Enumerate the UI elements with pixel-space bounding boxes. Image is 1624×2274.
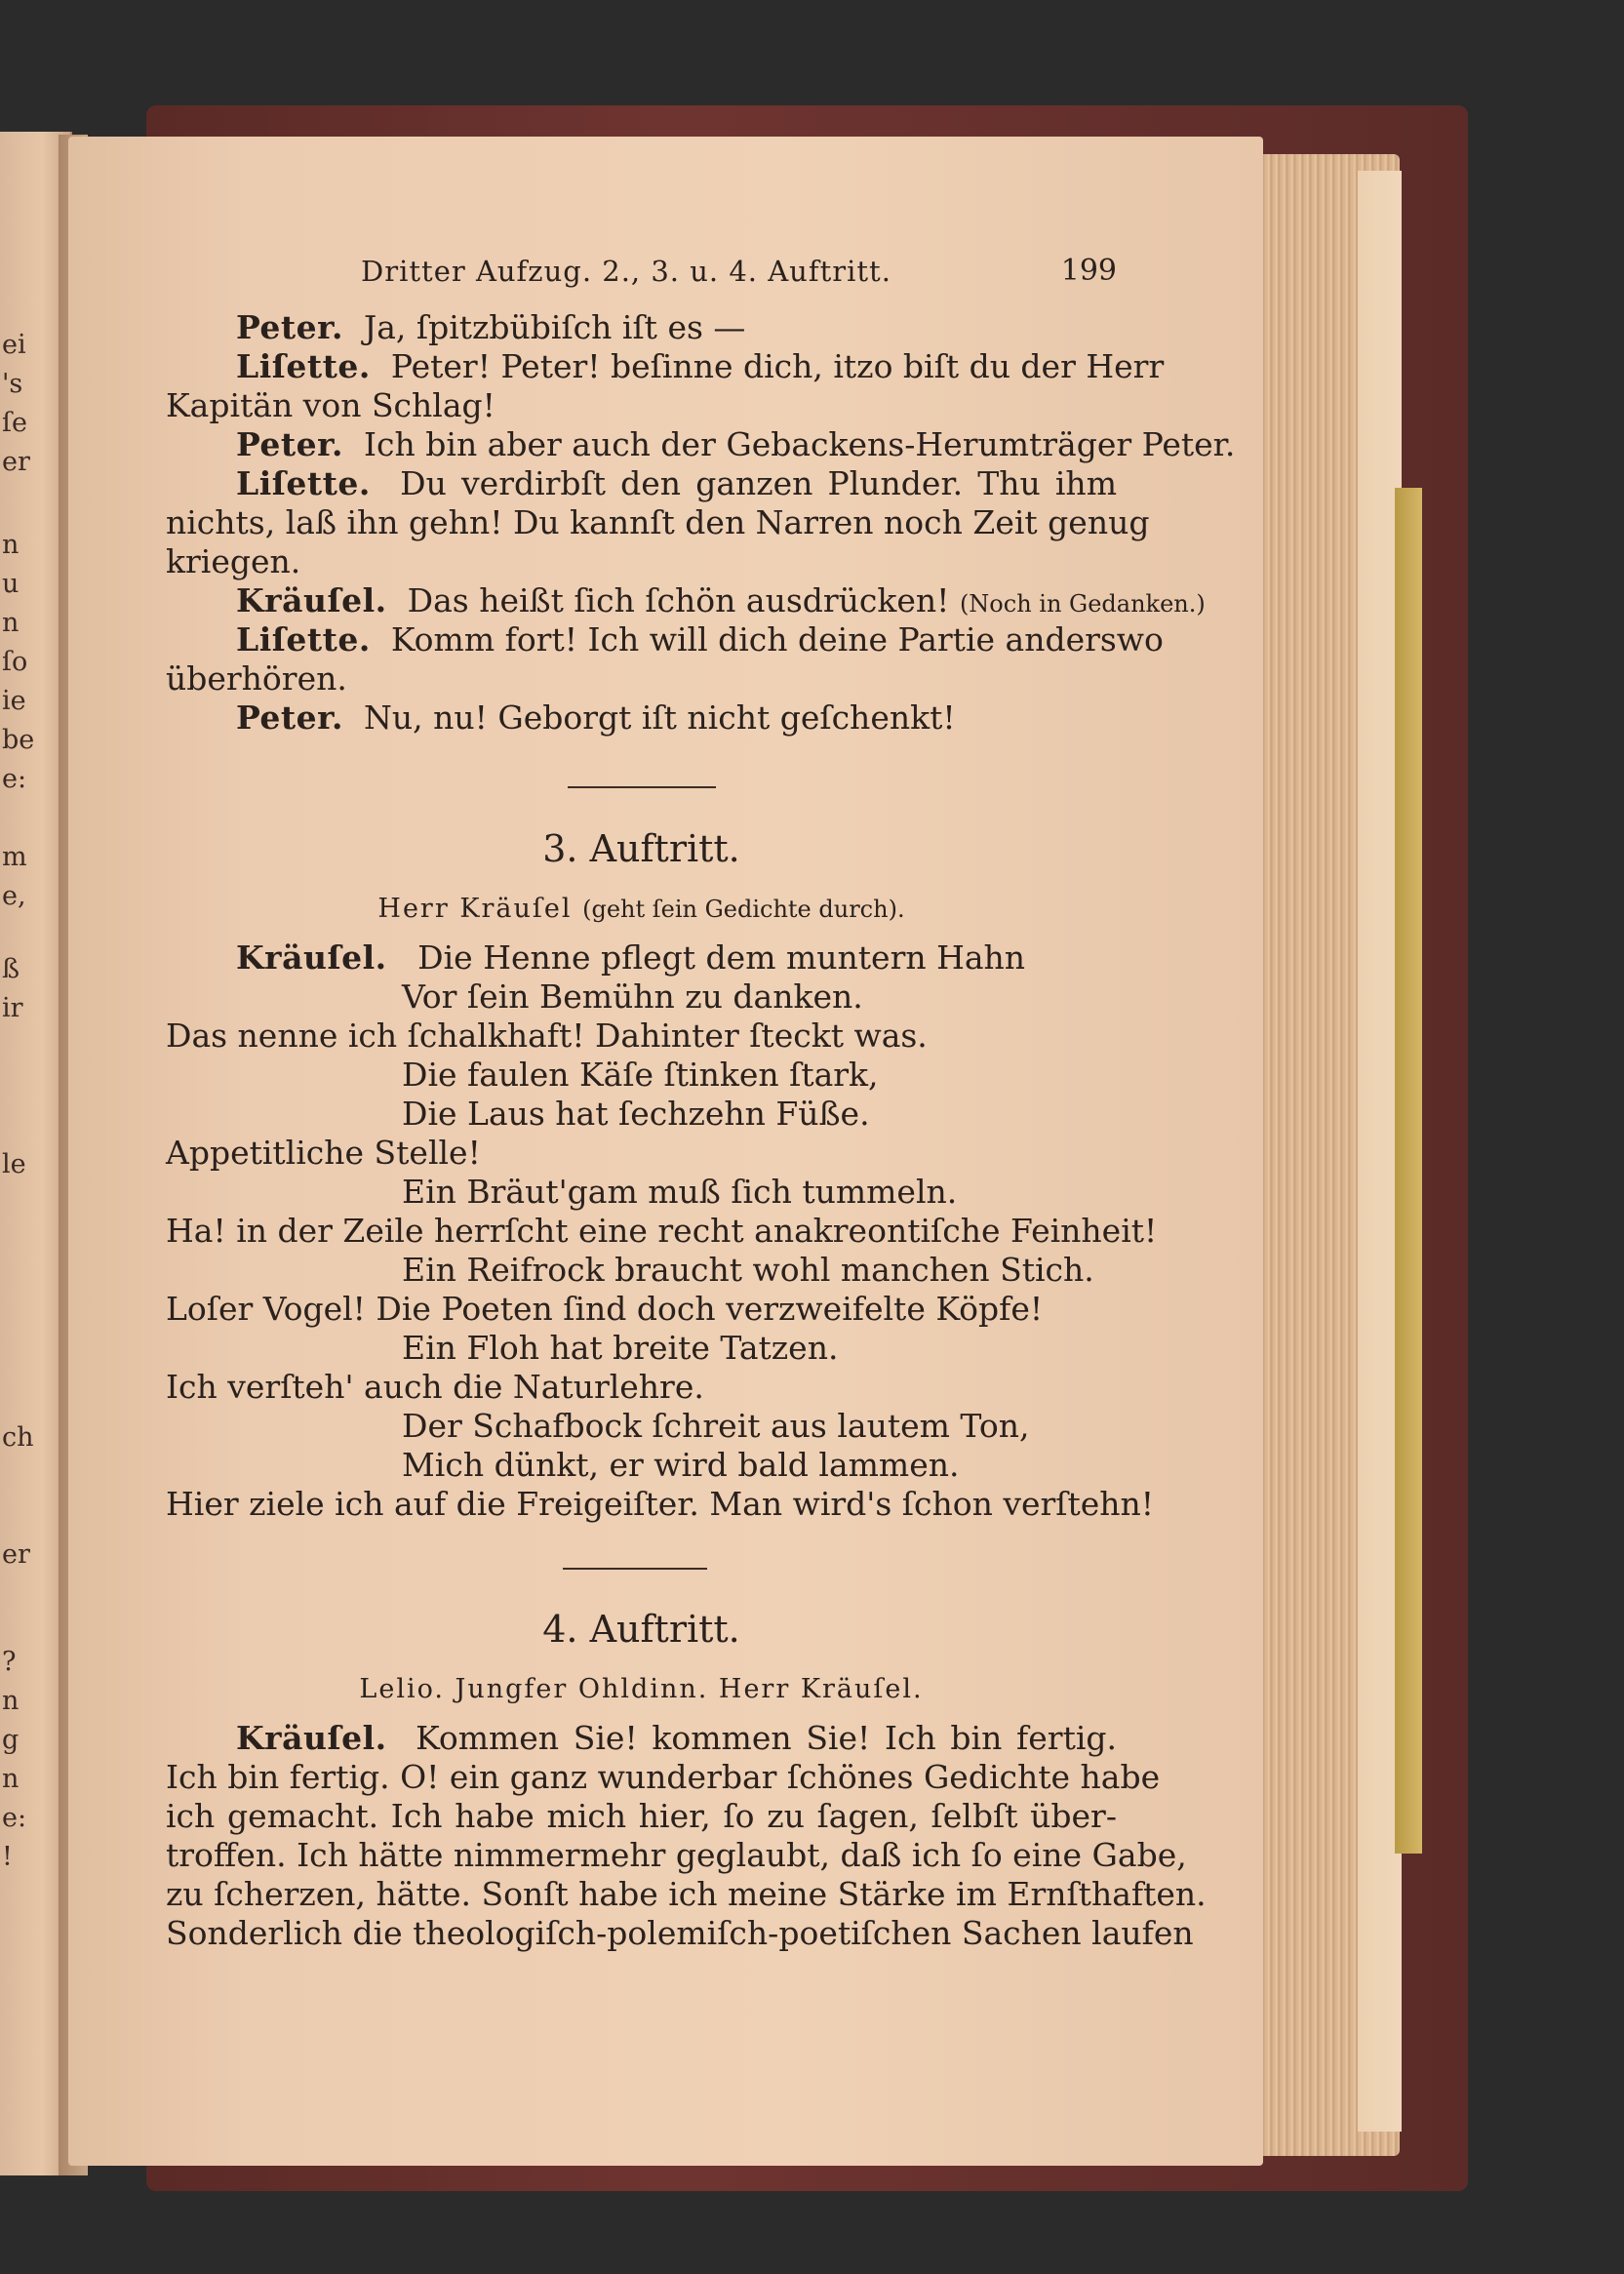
line-text: Peter! Peter! beſinne dich, itzo biſt du der Herr — [390, 347, 1165, 385]
prose-line: Hier ziele ich auf die Freigeiſter. Man wird's ſchon verſtehn! — [166, 1485, 1155, 1523]
verse-line: Die Laus hat ſechzehn Füße. — [402, 1095, 870, 1133]
speaker-name: Peter. — [236, 425, 344, 463]
dialogue-line — [166, 464, 1117, 503]
page-number: 199 — [1060, 254, 1117, 288]
left-page-fragment: ir — [2, 993, 23, 1023]
dialogue-line — [166, 308, 1117, 347]
left-page-fragment: e, — [2, 881, 26, 911]
dialogue-line: kriegen. — [166, 542, 301, 580]
page-edge-gilt — [1395, 488, 1422, 1854]
dialogue-line: Kapitän von Schlag! — [166, 386, 495, 424]
running-title: Dritter Aufzug. 2., 3. u. 4. Auftritt. — [361, 255, 891, 288]
speaker-name: Kräuſel. — [236, 581, 387, 619]
scene-heading: 3. Auftritt. — [542, 827, 740, 870]
left-page-fragment: be — [2, 725, 35, 755]
verse-line: Ein Bräut'gam muß ſich tummeln. — [402, 1173, 958, 1211]
line-text: Ich bin aber auch der Gebackens-Herumträger Peter. — [364, 425, 1236, 463]
dialogue-line: überhören. — [166, 659, 347, 698]
prose-line: Das nenne ich ſchalkhaft! Dahinter ſteckt was. — [166, 1017, 928, 1055]
left-page-fragment: u — [2, 569, 20, 599]
left-page-fragment: 's — [2, 369, 23, 399]
verse-line: Der Schafbock ſchreit aus lautem Ton, — [402, 1407, 1030, 1445]
dialogue-line — [166, 698, 1117, 738]
line-text: Nu, nu! Geborgt iſt nicht geſchenkt! — [364, 698, 956, 737]
cast-list — [166, 890, 1117, 929]
dialogue-line: troffen. Ich hätte nimmermehr geglaubt, daß ich ſo eine Gabe, — [166, 1836, 1187, 1874]
speaker-name: Liſette. — [236, 620, 371, 658]
prose-line: Ha! in der Zeile herrſcht eine recht anakreontiſche Feinheit! — [166, 1212, 1158, 1250]
left-page-fragment: ! — [2, 1842, 13, 1872]
dialogue-line: ich gemacht. Ich habe mich hier, ſo zu ſagen, ſelbſt über- — [166, 1797, 1117, 1835]
dialogue-line — [166, 620, 1164, 659]
left-page-fragment: e: — [2, 764, 27, 794]
verse-line: Mich dünkt, er wird bald lammen. — [402, 1446, 960, 1484]
left-page-fragment: e: — [2, 1803, 27, 1833]
verse-line: Vor ſein Bemühn zu danken. — [402, 977, 863, 1016]
left-page-fragment: g — [2, 1725, 20, 1755]
section-rule — [563, 1568, 707, 1570]
verse-line: Die faulen Käſe ſtinken ſtark, — [402, 1056, 879, 1094]
prose-line: Ich verſteh' auch die Naturlehre. — [166, 1368, 704, 1406]
dialogue-line: zu ſcherzen, hätte. Sonſt habe ich meine Stärke im Ernſthaften. — [166, 1875, 1207, 1913]
left-page-fragment: n — [2, 608, 20, 638]
section-rule — [568, 786, 716, 788]
speaker-name: Peter. — [236, 698, 344, 737]
left-page-fragment: er — [2, 447, 30, 477]
stage-direction: (Noch in Gedanken.) — [959, 590, 1206, 618]
dialogue-line: Ich bin fertig. O! ein ganz wunderbar ſchönes Gedichte habe — [166, 1758, 1161, 1796]
line-text: Kommen Sie! kommen Sie! Ich bin fertig. — [416, 1719, 1117, 1757]
left-page-fragment: ie — [2, 686, 26, 716]
left-page-fragment: ß — [2, 954, 20, 984]
speaker-name: Kräuſel. — [236, 938, 387, 977]
left-page-fragment: ? — [2, 1647, 17, 1677]
stage-direction: (geht ſein Gedichte durch). — [582, 896, 905, 923]
dialogue-line: nichts, laß ihn gehn! Du kannſt den Narren noch Zeit genug — [166, 503, 1150, 541]
speaker-name: Kräuſel. — [236, 1719, 387, 1757]
left-page-fragment: ſo — [2, 647, 28, 677]
dialogue-line — [166, 425, 1236, 464]
verse-line: Ein Floh hat breite Tatzen. — [402, 1329, 839, 1367]
prose-line: Appetitliche Stelle! — [166, 1134, 481, 1172]
left-page-fragment: er — [2, 1539, 30, 1570]
verse-line: Ein Reifrock braucht wohl manchen Stich. — [402, 1251, 1094, 1289]
line-text: Das heißt ſich ſchön ausdrücken! — [407, 581, 950, 619]
dialogue-line — [166, 347, 1165, 386]
line-text: Komm fort! Ich will dich deine Partie anderswo — [390, 620, 1164, 658]
left-page-fragment: n — [2, 530, 20, 560]
cast-names: Herr Kräuſel — [377, 894, 573, 924]
verse-line — [166, 938, 1117, 977]
left-page-fragment: ch — [2, 1422, 34, 1453]
dialogue-line — [166, 581, 1206, 623]
line-text: Du verdirbſt den ganzen Plunder. Thu ihm — [400, 464, 1117, 502]
left-page-fragment: ſe — [2, 408, 27, 438]
speaker-name: Liſette. — [236, 347, 371, 385]
scene-heading: 4. Auftritt. — [542, 1608, 740, 1651]
speaker-name: Liſette. — [236, 464, 371, 502]
left-page-fragment: le — [2, 1149, 26, 1179]
left-page-fragment: m — [2, 842, 27, 872]
line-text: Ja, ſpitzbübiſch iſt es — — [364, 308, 746, 346]
speaker-name: Peter. — [236, 308, 344, 346]
left-page-fragment: ei — [2, 330, 26, 360]
left-page-fragment: n — [2, 1686, 20, 1716]
cast-list: Lelio. Jungfer Ohldinn. Herr Kräuſel. — [359, 1674, 924, 1704]
dialogue-line: Sonderlich die theologiſch-polemiſch-poetiſchen Sachen laufen — [166, 1914, 1194, 1952]
left-page-fragment: n — [2, 1764, 20, 1794]
dialogue-line — [166, 1719, 1117, 1758]
line-text: Die Henne pflegt dem muntern Hahn — [417, 938, 1026, 977]
prose-line: Loſer Vogel! Die Poeten ſind doch verzweifelte Köpfe! — [166, 1290, 1044, 1328]
